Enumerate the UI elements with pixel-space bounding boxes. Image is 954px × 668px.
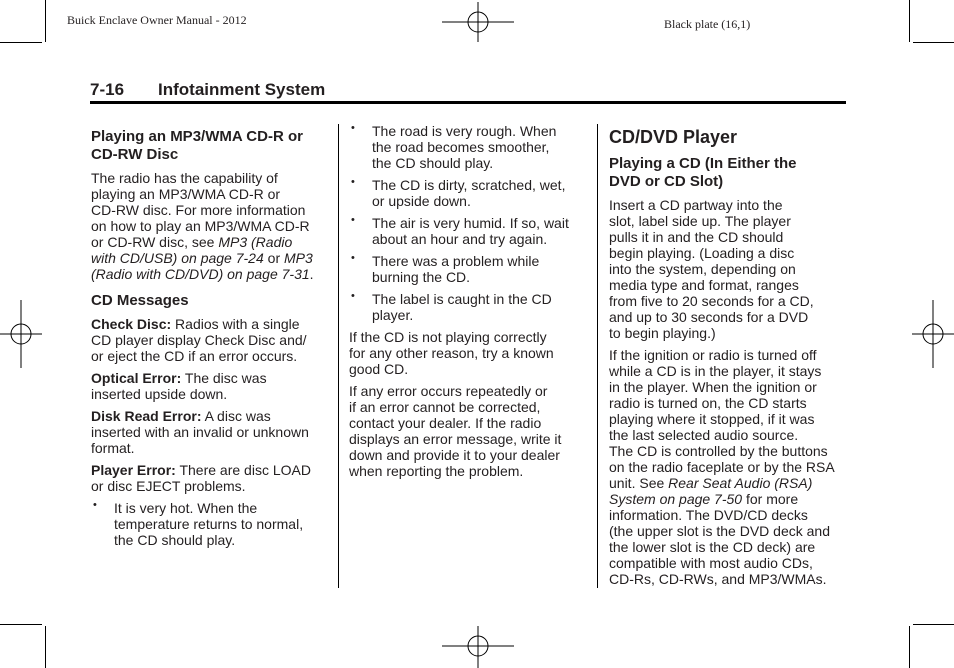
list-item: • The CD is dirty, scratched, wet, or upside down. [351, 176, 566, 209]
player-error-message: Player Error: There are disc LOAD or disc EJECT problems. [91, 462, 311, 494]
cd-messages-heading: CD Messages [91, 292, 189, 309]
disk-read-error-message: Disk Read Error: A disc was inserted with an invalid or unknown format. [91, 408, 309, 456]
list-item: • There was a problem while burning the CD. [351, 252, 540, 285]
optical-error-message: Optical Error: The disc was inserted upside down. [91, 370, 267, 402]
list-item: • The road is very rough. When the road becomes smoother, the CD should play. [351, 122, 557, 171]
bullet-icon: • [351, 176, 355, 188]
bullet-icon: • [351, 252, 355, 264]
column-divider-2 [597, 124, 598, 588]
list-item: • The label is caught in the CD player. [351, 290, 552, 323]
ignition-paragraph: If the ignition or radio is turned off while a CD is in the player, it stays in the player. When the ignition or radio is turned on, the CD starts playing where it stopped, if it was the last selected audio source. The CD is controlled by the buttons on the radio faceplate or by the RSA unit. See Rear Seat Audio (RSA) System on page 7-50 for more information. The DVD/CD decks (the upper slot is the DVD deck and the lower slot is the CD deck) are compatible with most audio CDs, CD-Rs, CD-RWs, and MP3/WMAs. [609, 347, 835, 587]
mp3-usb-reference[interactable]: MP3 (Radio with CD/USB) on page 7-24 [91, 234, 293, 266]
registration-mark-right [912, 300, 954, 368]
list-item: • The air is very humid. If so, wait about an hour and try again. [351, 214, 569, 247]
list-item: • It is very hot. When the temperature returns to normal, the CD should play. [93, 499, 304, 548]
insert-cd-paragraph: Insert a CD partway into the slot, label side up. The player pulls it in and the CD should begin playing. (Loading a disc into the system, depending on media type and format, ranges from five to 20 seconds for a CD, and up to 30 seconds for a DVD to begin playing.) [609, 197, 814, 341]
column-divider-1 [338, 124, 339, 588]
rsa-reference[interactable]: Rear Seat Audio (RSA) System on page 7-50 [609, 475, 813, 507]
cd-dvd-player-heading: CD/DVD Player [609, 127, 738, 147]
registration-mark-bottom [442, 626, 514, 668]
mp3-paragraph: The radio has the capability of playing an MP3/WMA CD-R or CD-RW disc. For more information on how to play an MP3/WMA CD-R or CD-RW disc, see MP3 (Radio with CD/USB) on page 7-24 or MP3 (Radio with CD/DVD) on page 7-31. [91, 170, 314, 282]
bullet-icon: • [93, 499, 97, 511]
manual-title: Buick Enclave Owner Manual - 2012 [67, 13, 247, 27]
column-3 [609, 127, 849, 587]
column-1 [91, 128, 331, 554]
bullet-icon: • [351, 214, 355, 226]
page-number: 7-16 [90, 80, 125, 99]
registration-mark-top [442, 2, 514, 42]
check-disc-message: Check Disc: Radios with a single CD player display Check Disc and/ or eject the CD if an error occurs. [91, 316, 307, 364]
try-known-cd-paragraph: If the CD is not playing correctly for any other reason, try a known good CD. [349, 329, 554, 377]
mp3-dvd-reference[interactable]: MP3 (Radio with CD/DVD) on page 7-31 [91, 250, 313, 282]
bullet-icon: • [351, 122, 355, 134]
column-2 [349, 123, 589, 485]
mp3-heading: Playing an MP3/WMA CD-R or CD-RW Disc [91, 128, 303, 163]
header-rule [90, 101, 846, 104]
playing-cd-heading: Playing a CD (In Either the DVD or CD Slot) [609, 155, 797, 190]
registration-mark-left [0, 300, 42, 368]
contact-dealer-paragraph: If any error occurs repeatedly or if an error cannot be corrected, contact your dealer. If the radio displays an error message, write it down and provide it to your dealer when reporting the problem. [349, 383, 562, 479]
bullet-icon: • [351, 290, 355, 302]
section-title: Infotainment System [158, 80, 326, 99]
plate-label: Black plate (16,1) [664, 17, 751, 31]
